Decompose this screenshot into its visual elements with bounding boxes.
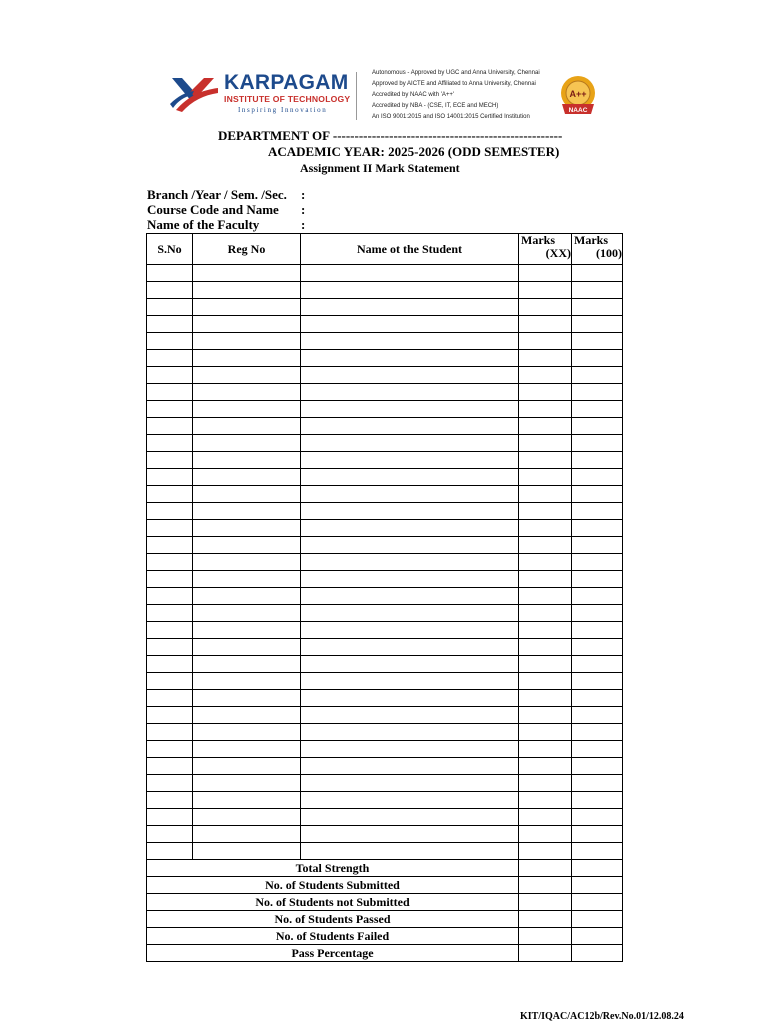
summary-label: No. of Students not Submitted	[147, 894, 519, 911]
student-name-cell[interactable]	[301, 299, 519, 316]
marks-100-cell[interactable]	[572, 537, 623, 554]
marks-xx-cell[interactable]	[519, 588, 572, 605]
student-name-cell[interactable]	[301, 571, 519, 588]
marks-xx-cell[interactable]	[519, 809, 572, 826]
student-name-cell[interactable]	[301, 656, 519, 673]
sno-cell[interactable]	[147, 707, 193, 724]
marks-100-cell[interactable]	[572, 690, 623, 707]
sno-cell[interactable]	[147, 435, 193, 452]
meta-label: Branch /Year / Sem. /Sec.	[147, 187, 287, 202]
reg-no-cell[interactable]	[193, 350, 301, 367]
table-row	[147, 401, 623, 418]
marks-100-cell[interactable]	[572, 673, 623, 690]
table-row	[147, 265, 623, 282]
header-student-name: Name ot the Student	[301, 234, 519, 265]
naac-grade: A++	[569, 89, 587, 99]
reg-no-cell[interactable]	[193, 707, 301, 724]
reg-no-cell[interactable]	[193, 775, 301, 792]
marks-xx-cell[interactable]	[519, 469, 572, 486]
student-name-cell[interactable]	[301, 673, 519, 690]
sno-cell[interactable]	[147, 775, 193, 792]
marks-xx-cell[interactable]	[519, 265, 572, 282]
marks-xx-cell[interactable]	[519, 418, 572, 435]
marks-100-cell[interactable]	[572, 843, 623, 860]
summary-marks-xx-cell[interactable]	[519, 945, 572, 962]
reg-no-cell[interactable]	[193, 537, 301, 554]
sno-cell[interactable]	[147, 690, 193, 707]
marks-100-cell[interactable]	[572, 384, 623, 401]
reg-no-cell[interactable]	[193, 452, 301, 469]
table-row	[147, 316, 623, 333]
student-name-cell[interactable]	[301, 792, 519, 809]
table-row	[147, 792, 623, 809]
header-marks-xx-line2: (XX)	[545, 246, 571, 260]
marks-100-cell[interactable]	[572, 265, 623, 282]
reg-no-cell[interactable]	[193, 384, 301, 401]
brand-subtitle: INSTITUTE OF TECHNOLOGY	[224, 94, 351, 104]
marks-100-cell[interactable]	[572, 758, 623, 775]
naac-badge-icon	[558, 74, 598, 118]
accreditation-line: Approved by AICTE and Affiliated to Anna University, Chennai	[372, 81, 536, 87]
marks-100-cell[interactable]	[572, 367, 623, 384]
marks-xx-cell[interactable]	[519, 367, 572, 384]
marks-xx-cell[interactable]	[519, 520, 572, 537]
sno-cell[interactable]	[147, 537, 193, 554]
reg-no-cell[interactable]	[193, 469, 301, 486]
marks-100-cell[interactable]	[572, 418, 623, 435]
reg-no-cell[interactable]	[193, 367, 301, 384]
sno-cell[interactable]	[147, 758, 193, 775]
marks-xx-cell[interactable]	[519, 554, 572, 571]
marks-100-cell[interactable]	[572, 299, 623, 316]
student-name-cell[interactable]	[301, 843, 519, 860]
reg-no-cell[interactable]	[193, 316, 301, 333]
meta-course	[147, 202, 306, 218]
table-row	[147, 673, 623, 690]
student-name-cell[interactable]	[301, 826, 519, 843]
marks-100-cell[interactable]	[572, 520, 623, 537]
marks-100-cell[interactable]	[572, 826, 623, 843]
student-name-cell[interactable]	[301, 690, 519, 707]
marks-100-cell[interactable]	[572, 282, 623, 299]
student-name-cell[interactable]	[301, 350, 519, 367]
marks-100-cell[interactable]	[572, 605, 623, 622]
naac-label: NAAC	[568, 107, 588, 114]
table-row	[147, 690, 623, 707]
table-row	[147, 758, 623, 775]
table-row	[147, 639, 623, 656]
marks-xx-cell[interactable]	[519, 690, 572, 707]
table-row	[147, 350, 623, 367]
summary-marks-100-cell[interactable]	[572, 877, 623, 894]
marks-100-cell[interactable]	[572, 350, 623, 367]
sno-cell[interactable]	[147, 724, 193, 741]
table-row	[147, 571, 623, 588]
marks-xx-cell[interactable]	[519, 401, 572, 418]
table-row	[147, 452, 623, 469]
sno-cell[interactable]	[147, 401, 193, 418]
sno-cell[interactable]	[147, 843, 193, 860]
marks-xx-cell[interactable]	[519, 843, 572, 860]
sno-cell[interactable]	[147, 826, 193, 843]
marks-xx-cell[interactable]	[519, 656, 572, 673]
reg-no-cell[interactable]	[193, 554, 301, 571]
sno-cell[interactable]	[147, 588, 193, 605]
accreditation-line: Accredited by NAAC with 'A++'	[372, 92, 454, 98]
table-row	[147, 418, 623, 435]
marks-xx-cell[interactable]	[519, 639, 572, 656]
brand-block	[224, 72, 350, 115]
table-row	[147, 843, 623, 860]
summary-row	[147, 877, 623, 894]
summary-marks-xx-cell[interactable]	[519, 860, 572, 877]
student-name-cell[interactable]	[301, 758, 519, 775]
marks-100-cell[interactable]	[572, 588, 623, 605]
student-name-cell[interactable]	[301, 537, 519, 554]
marks-100-cell[interactable]	[572, 656, 623, 673]
marks-xx-cell[interactable]	[519, 333, 572, 350]
department-title: DEPARTMENT OF -----------------------------------------------------	[218, 128, 563, 143]
table-row	[147, 588, 623, 605]
summary-marks-xx-cell[interactable]	[519, 894, 572, 911]
sno-cell[interactable]	[147, 656, 193, 673]
header-marks-xx	[519, 234, 572, 265]
mark-statement-table	[146, 233, 623, 962]
sno-cell[interactable]	[147, 350, 193, 367]
summary-marks-100-cell[interactable]	[572, 928, 623, 945]
summary-row	[147, 945, 623, 962]
marks-100-cell[interactable]	[572, 639, 623, 656]
student-name-cell[interactable]	[301, 809, 519, 826]
table-row	[147, 299, 623, 316]
marks-xx-cell[interactable]	[519, 486, 572, 503]
summary-marks-xx-cell[interactable]	[519, 928, 572, 945]
marks-100-cell[interactable]	[572, 503, 623, 520]
marks-100-cell[interactable]	[572, 469, 623, 486]
reg-no-cell[interactable]	[193, 656, 301, 673]
reg-no-cell[interactable]	[193, 333, 301, 350]
summary-label: Total Strength	[147, 860, 519, 877]
meta-colon: :	[301, 202, 306, 217]
table-row	[147, 554, 623, 571]
student-name-cell[interactable]	[301, 282, 519, 299]
table-row	[147, 605, 623, 622]
reg-no-cell[interactable]	[193, 673, 301, 690]
summary-label: No. of Students Passed	[147, 911, 519, 928]
marks-xx-cell[interactable]	[519, 622, 572, 639]
reg-no-cell[interactable]	[193, 639, 301, 656]
sno-cell[interactable]	[147, 265, 193, 282]
header-divider	[356, 72, 357, 120]
student-name-cell[interactable]	[301, 367, 519, 384]
reg-no-cell[interactable]	[193, 299, 301, 316]
header-marks-100-line2: (100)	[596, 246, 622, 260]
table-row	[147, 707, 623, 724]
table-row	[147, 826, 623, 843]
marks-100-cell[interactable]	[572, 792, 623, 809]
student-name-cell[interactable]	[301, 588, 519, 605]
marks-xx-cell[interactable]	[519, 571, 572, 588]
marks-100-cell[interactable]	[572, 333, 623, 350]
reg-no-cell[interactable]	[193, 435, 301, 452]
sno-cell[interactable]	[147, 554, 193, 571]
header-reg-no: Reg No	[193, 234, 301, 265]
student-name-cell[interactable]	[301, 622, 519, 639]
reg-no-cell[interactable]	[193, 724, 301, 741]
marks-100-cell[interactable]	[572, 571, 623, 588]
table-row	[147, 809, 623, 826]
marks-100-cell[interactable]	[572, 741, 623, 758]
reg-no-cell[interactable]	[193, 758, 301, 775]
summary-label: No. of Students Submitted	[147, 877, 519, 894]
student-name-cell[interactable]	[301, 503, 519, 520]
summary-row	[147, 860, 623, 877]
sno-cell[interactable]	[147, 333, 193, 350]
accreditation-list	[372, 68, 572, 123]
academic-year-title: ACADEMIC YEAR: 2025-2026 (ODD SEMESTER)	[268, 144, 560, 159]
sno-cell[interactable]	[147, 469, 193, 486]
sno-cell[interactable]	[147, 384, 193, 401]
marks-xx-cell[interactable]	[519, 758, 572, 775]
sno-cell[interactable]	[147, 639, 193, 656]
statement-title: Assignment II Mark Statement	[300, 161, 460, 175]
marks-100-cell[interactable]	[572, 452, 623, 469]
sno-cell[interactable]	[147, 486, 193, 503]
reg-no-cell[interactable]	[193, 418, 301, 435]
reg-no-cell[interactable]	[193, 520, 301, 537]
reg-no-cell[interactable]	[193, 622, 301, 639]
reg-no-cell[interactable]	[193, 809, 301, 826]
table-row	[147, 775, 623, 792]
marks-100-cell[interactable]	[572, 435, 623, 452]
student-name-cell[interactable]	[301, 418, 519, 435]
reg-no-cell[interactable]	[193, 486, 301, 503]
marks-xx-cell[interactable]	[519, 435, 572, 452]
sno-cell[interactable]	[147, 741, 193, 758]
summary-label: No. of Students Failed	[147, 928, 519, 945]
marks-xx-cell[interactable]	[519, 299, 572, 316]
marks-xx-cell[interactable]	[519, 707, 572, 724]
marks-100-cell[interactable]	[572, 775, 623, 792]
reg-no-cell[interactable]	[193, 265, 301, 282]
reg-no-cell[interactable]	[193, 401, 301, 418]
reg-no-cell[interactable]	[193, 605, 301, 622]
marks-xx-cell[interactable]	[519, 724, 572, 741]
summary-marks-xx-cell[interactable]	[519, 911, 572, 928]
meta-label: Name of the Faculty	[147, 217, 260, 232]
sno-cell[interactable]	[147, 605, 193, 622]
student-name-cell[interactable]	[301, 316, 519, 333]
student-name-cell[interactable]	[301, 520, 519, 537]
summary-label: Pass Percentage	[147, 945, 519, 962]
header-marks-100-line1: Marks	[574, 233, 608, 247]
sno-cell[interactable]	[147, 571, 193, 588]
table-row	[147, 622, 623, 639]
table-row	[147, 503, 623, 520]
sno-cell[interactable]	[147, 452, 193, 469]
table-row	[147, 367, 623, 384]
reg-no-cell[interactable]	[193, 588, 301, 605]
marks-xx-cell[interactable]	[519, 792, 572, 809]
document-code: KIT/IQAC/AC12b/Rev.No.01/12.08.24	[520, 1011, 684, 1022]
table-row	[147, 333, 623, 350]
marks-100-cell[interactable]	[572, 316, 623, 333]
reg-no-cell[interactable]	[193, 741, 301, 758]
student-name-cell[interactable]	[301, 639, 519, 656]
accreditation-line: Autonomous - Approved by UGC and Anna University, Chennai	[372, 70, 540, 76]
table-row	[147, 724, 623, 741]
meta-branch	[147, 187, 306, 203]
reg-no-cell[interactable]	[193, 690, 301, 707]
summary-rows	[147, 860, 623, 962]
accreditation-line: Accredited by NBA - (CSE, IT, ECE and MECH)	[372, 103, 499, 109]
student-name-cell[interactable]	[301, 265, 519, 282]
table-row	[147, 537, 623, 554]
student-name-cell[interactable]	[301, 486, 519, 503]
header-sno: S.No	[147, 234, 193, 265]
marks-100-cell[interactable]	[572, 486, 623, 503]
reg-no-cell[interactable]	[193, 503, 301, 520]
sno-cell[interactable]	[147, 622, 193, 639]
marks-xx-cell[interactable]	[519, 826, 572, 843]
header-marks-100	[572, 234, 623, 265]
brand-name: KARPAGAM	[224, 71, 349, 94]
table-row	[147, 384, 623, 401]
reg-no-cell[interactable]	[193, 282, 301, 299]
reg-no-cell[interactable]	[193, 792, 301, 809]
summary-row	[147, 911, 623, 928]
sno-cell[interactable]	[147, 673, 193, 690]
reg-no-cell[interactable]	[193, 843, 301, 860]
marks-xx-cell[interactable]	[519, 282, 572, 299]
summary-marks-100-cell[interactable]	[572, 894, 623, 911]
marks-xx-cell[interactable]	[519, 316, 572, 333]
student-name-cell[interactable]	[301, 554, 519, 571]
header-marks-xx-line1: Marks	[521, 233, 555, 247]
marks-xx-cell[interactable]	[519, 452, 572, 469]
marks-xx-cell[interactable]	[519, 537, 572, 554]
summary-marks-100-cell[interactable]	[572, 860, 623, 877]
marks-xx-cell[interactable]	[519, 503, 572, 520]
marks-100-cell[interactable]	[572, 401, 623, 418]
marks-xx-cell[interactable]	[519, 605, 572, 622]
marks-xx-cell[interactable]	[519, 775, 572, 792]
table-row	[147, 520, 623, 537]
table-row	[147, 741, 623, 758]
karpagam-logo-icon	[168, 74, 220, 114]
summary-marks-100-cell[interactable]	[572, 911, 623, 928]
sno-cell[interactable]	[147, 809, 193, 826]
student-name-cell[interactable]	[301, 775, 519, 792]
sno-cell[interactable]	[147, 792, 193, 809]
student-name-cell[interactable]	[301, 605, 519, 622]
sno-cell[interactable]	[147, 299, 193, 316]
sno-cell[interactable]	[147, 282, 193, 299]
institution-header	[168, 66, 608, 126]
student-name-cell[interactable]	[301, 384, 519, 401]
student-name-cell[interactable]	[301, 333, 519, 350]
marks-100-cell[interactable]	[572, 622, 623, 639]
table-row	[147, 656, 623, 673]
student-name-cell[interactable]	[301, 707, 519, 724]
marks-xx-cell[interactable]	[519, 673, 572, 690]
marks-xx-cell[interactable]	[519, 384, 572, 401]
student-name-cell[interactable]	[301, 724, 519, 741]
meta-colon: :	[301, 217, 306, 232]
summary-row	[147, 894, 623, 911]
student-name-cell[interactable]	[301, 435, 519, 452]
student-name-cell[interactable]	[301, 469, 519, 486]
sno-cell[interactable]	[147, 367, 193, 384]
sno-cell[interactable]	[147, 503, 193, 520]
marks-xx-cell[interactable]	[519, 741, 572, 758]
marks-xx-cell[interactable]	[519, 350, 572, 367]
accreditation-line: An ISO 9001:2015 and ISO 14001:2015 Certified Institution	[372, 114, 530, 120]
table-header-row	[147, 234, 623, 265]
table-row	[147, 282, 623, 299]
student-name-cell[interactable]	[301, 741, 519, 758]
meta-faculty	[147, 217, 306, 233]
table-row	[147, 435, 623, 452]
marks-100-cell[interactable]	[572, 724, 623, 741]
student-name-cell[interactable]	[301, 452, 519, 469]
table-row	[147, 469, 623, 486]
reg-no-cell[interactable]	[193, 826, 301, 843]
student-name-cell[interactable]	[301, 401, 519, 418]
reg-no-cell[interactable]	[193, 571, 301, 588]
sno-cell[interactable]	[147, 316, 193, 333]
meta-colon: :	[301, 187, 306, 202]
marks-100-cell[interactable]	[572, 809, 623, 826]
brand-tagline: Inspiring Innovation	[238, 106, 328, 114]
sno-cell[interactable]	[147, 520, 193, 537]
marks-100-cell[interactable]	[572, 554, 623, 571]
summary-marks-100-cell[interactable]	[572, 945, 623, 962]
table-row	[147, 486, 623, 503]
student-rows	[147, 265, 623, 860]
marks-100-cell[interactable]	[572, 707, 623, 724]
summary-row	[147, 928, 623, 945]
sno-cell[interactable]	[147, 418, 193, 435]
meta-label: Course Code and Name	[147, 202, 279, 217]
summary-marks-xx-cell[interactable]	[519, 877, 572, 894]
